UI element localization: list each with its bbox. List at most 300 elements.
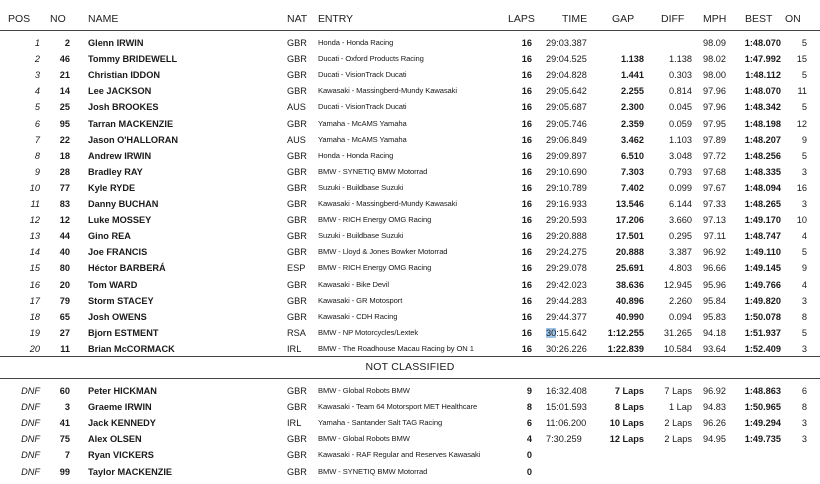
cell-on: 16: [796, 182, 807, 193]
header-divider: [0, 30, 820, 31]
cell-gap: 10 Laps: [609, 418, 644, 429]
cell-time: 29:09.897: [546, 150, 587, 161]
cell-laps: 16: [521, 86, 532, 97]
cell-name: Jack KENNEDY: [88, 418, 156, 429]
cell-no: 2: [64, 38, 70, 48]
cell-on: 5: [801, 327, 807, 338]
cell-nat: GBR: [287, 118, 307, 129]
cell-entry: BMW - Lloyd & Jones Bowker Motorrad: [318, 247, 448, 257]
cell-name: Alex OLSEN: [88, 434, 142, 445]
cell-name: Lee JACKSON: [88, 86, 152, 97]
cell-entry: BMW - Global Robots BMW: [318, 434, 410, 444]
table-row: [0, 464, 820, 480]
cell-name: Peter HICKMAN: [88, 386, 157, 396]
cell-name: Luke MOSSEY: [88, 215, 152, 226]
cell-no: 95: [59, 118, 70, 129]
cell-laps: 16: [521, 263, 532, 274]
cell-time: 29:05.642: [546, 86, 587, 97]
cell-on: 8: [801, 311, 807, 322]
cell-diff: 31.265: [663, 327, 692, 338]
cell-nat: GBR: [287, 247, 307, 258]
cell-no: 21: [59, 70, 70, 81]
cell-entry: Kawasaki - RAF Regular and Reserves Kawasaki: [318, 450, 481, 460]
cell-mph: 97.13: [703, 215, 726, 226]
cell-on: 5: [801, 150, 807, 161]
cell-entry: Ducati - VisionTrack Ducati: [318, 102, 407, 112]
cell-diff: 3.048: [669, 150, 692, 161]
cell-gap: 1:22.839: [607, 343, 644, 354]
cell-no: 27: [59, 327, 70, 338]
table-row: [0, 277, 820, 293]
header-on: ON: [785, 13, 801, 25]
cell-name: Joe FRANCIS: [88, 247, 148, 258]
cell-mph: 94.18: [703, 327, 726, 338]
cell-mph: 95.84: [703, 295, 726, 306]
cell-diff: 1.138: [669, 54, 692, 65]
time-highlight: 30: [546, 327, 557, 338]
cell-pos: DNF: [21, 466, 40, 477]
cell-best: 1:49.735: [744, 434, 781, 445]
table-row: [0, 196, 820, 212]
header-pos: POS: [8, 13, 31, 25]
cell-time: [546, 464, 596, 480]
cell-name: Josh OWENS: [88, 311, 147, 322]
cell-no: 25: [59, 102, 70, 113]
cell-best: 1:48.747: [744, 231, 781, 242]
cell-diff: 12.945: [663, 279, 692, 290]
cell-laps: 16: [521, 134, 532, 145]
cell-best: 1:50.965: [744, 402, 781, 413]
cell-mph: 96.92: [703, 386, 726, 396]
cell-name: Storm STACEY: [88, 295, 154, 306]
cell-gap: 7.402: [621, 182, 644, 193]
cell-no: 12: [59, 215, 70, 226]
cell-pos: 4: [34, 86, 40, 97]
cell-on: 3: [801, 418, 807, 429]
cell-gap: 17.206: [615, 215, 644, 226]
cell-nat: AUS: [287, 102, 306, 113]
cell-name: Tommy BRIDEWELL: [88, 54, 178, 65]
cell-mph: 97.67: [703, 182, 726, 193]
cell-entry: Honda - Honda Racing: [318, 38, 394, 47]
cell-pos: 12: [29, 215, 40, 226]
cell-laps: 8: [526, 402, 532, 413]
cell-diff: [650, 35, 692, 51]
cell-pos: 13: [29, 231, 40, 242]
cell-nat: GBR: [287, 38, 307, 48]
cell-laps: 0: [526, 466, 532, 477]
cell-diff: 0.295: [669, 231, 692, 242]
cell-on: 5: [801, 102, 807, 113]
cell-gap: 20.888: [615, 247, 644, 258]
cell-diff: [650, 447, 692, 463]
table-row: [0, 148, 820, 164]
cell-on: 9: [801, 134, 807, 145]
cell-mph: 94.95: [703, 434, 726, 445]
cell-time: [546, 447, 596, 463]
cell-best: 1:48.207: [744, 134, 781, 145]
table-row: [0, 415, 820, 431]
cell-nat: GBR: [287, 199, 307, 209]
header-name: NAME: [88, 13, 119, 25]
table-row: [0, 309, 820, 325]
cell-diff: 0.099: [669, 182, 692, 193]
cell-no: 7: [64, 450, 70, 461]
cell-pos: DNF: [21, 450, 40, 461]
cell-mph: 95.83: [703, 311, 726, 322]
cell-nat: GBR: [287, 231, 307, 242]
cell-on: 11: [797, 86, 807, 97]
cell-best: 1:49.766: [744, 279, 781, 290]
cell-diff: 2.260: [669, 295, 692, 306]
cell-diff: 3.387: [669, 247, 692, 258]
cell-on: 12: [796, 118, 807, 129]
table-row: [0, 180, 820, 196]
cell-gap: 7 Laps: [614, 386, 644, 396]
cell-laps: 16: [521, 231, 532, 242]
cell-on: 5: [801, 38, 807, 48]
cell-diff: 4.803: [669, 263, 692, 274]
cell-mph: 93.64: [703, 343, 726, 354]
cell-laps: 16: [521, 199, 532, 209]
table-row: [0, 431, 820, 447]
cell-name: Taylor MACKENZIE: [88, 466, 173, 477]
cell-mph: 94.83: [703, 402, 726, 413]
cell-entry: Yamaha - McAMS Yamaha: [318, 134, 407, 144]
cell-time: 29:10.789: [546, 182, 587, 193]
cell-pos: 8: [34, 150, 40, 161]
cell-best: 1:47.992: [744, 54, 781, 65]
cell-mph: 95.96: [703, 279, 726, 290]
cell-mph: 98.02: [703, 54, 726, 65]
cell-mph: 96.66: [703, 263, 726, 274]
cell-name: Tom WARD: [88, 279, 138, 290]
cell-best: 1:48.335: [744, 166, 781, 177]
cell-no: 80: [59, 263, 70, 274]
cell-time: 11:06.200: [546, 418, 587, 429]
cell-entry: Honda - Honda Racing: [318, 150, 394, 160]
cell-pos: DNF: [21, 386, 40, 396]
cell-laps: 16: [521, 311, 532, 322]
header-mph: MPH: [703, 13, 727, 25]
cell-no: 83: [59, 199, 70, 209]
cell-pos: 1: [34, 38, 40, 48]
cell-nat: GBR: [287, 166, 307, 177]
cell-entry: BMW - The Roadhouse Macau Racing by ON 1: [318, 343, 474, 353]
cell-laps: 4: [526, 434, 532, 445]
cell-gap: 13.546: [615, 199, 644, 209]
cell-time: 30:26.226: [546, 343, 587, 354]
cell-on: [787, 464, 807, 480]
cell-pos: DNF: [21, 434, 40, 445]
cell-entry: Suzuki - Buildbase Suzuki: [318, 182, 404, 192]
cell-gap: 2.255: [621, 86, 644, 97]
cell-diff: 6.144: [669, 199, 692, 209]
cell-mph: 96.92: [703, 247, 726, 258]
cell-name: Tarran MACKENZIE: [88, 118, 174, 129]
cell-entry: BMW - RICH Energy OMG Racing: [318, 215, 432, 225]
cell-on: 4: [801, 231, 807, 242]
cell-gap: [598, 464, 644, 480]
header-nat: NAT: [287, 13, 308, 25]
cell-no: 18: [59, 150, 70, 161]
table-row: [0, 341, 820, 357]
cell-gap: 40.896: [615, 295, 644, 306]
cell-laps: 6: [526, 418, 532, 429]
cell-time: 29:04.525: [546, 54, 587, 65]
table-row: [0, 83, 820, 99]
cell-time: 29:06.849: [546, 134, 587, 145]
cell-entry: Kawasaki - CDH Racing: [318, 311, 398, 321]
cell-pos: DNF: [21, 418, 40, 429]
cell-no: 60: [59, 386, 70, 396]
cell-time: 15:01.593: [546, 402, 587, 413]
cell-laps: 16: [521, 279, 532, 290]
cell-entry: Yamaha - McAMS Yamaha: [318, 118, 407, 128]
cell-name: Ryan VICKERS: [88, 450, 154, 461]
cell-time: 29:20.888: [546, 231, 587, 242]
cell-on: 5: [801, 247, 807, 258]
table-row: [0, 116, 820, 132]
cell-mph: 96.26: [703, 418, 726, 429]
table-row: [0, 132, 820, 148]
cell-diff: [650, 464, 692, 480]
cell-no: 75: [59, 434, 70, 445]
cell-laps: 16: [521, 327, 532, 338]
cell-entry: Kawasaki - Massingberd-Mundy Kawasaki: [318, 86, 457, 96]
cell-time: 29:05.687: [546, 102, 587, 113]
cell-nat: GBR: [287, 466, 307, 477]
cell-gap: 17.501: [615, 231, 644, 242]
cell-gap: 7.303: [621, 166, 644, 177]
cell-pos: 18: [29, 311, 40, 322]
cell-gap: 1.138: [621, 54, 644, 65]
cell-gap: 8 Laps: [614, 402, 644, 413]
cell-laps: 16: [521, 166, 532, 177]
cell-mph: 97.95: [703, 118, 726, 129]
cell-diff: 10.584: [663, 343, 692, 354]
cell-laps: 16: [521, 38, 532, 48]
cell-pos: 6: [34, 118, 40, 129]
cell-gap: 40.990: [615, 311, 644, 322]
cell-best: 1:49.170: [744, 215, 781, 226]
cell-diff: 0.045: [669, 102, 692, 113]
header-diff: DIFF: [661, 13, 685, 25]
cell-time: 29:03.387: [546, 38, 587, 48]
cell-time: 29:20.593: [546, 215, 587, 226]
cell-entry: BMW - SYNETIQ BMW Motorrad: [318, 466, 428, 476]
cell-pos: 16: [29, 279, 40, 290]
cell-diff: 2 Laps: [664, 418, 692, 429]
cell-nat: GBR: [287, 386, 307, 396]
cell-on: 10: [796, 215, 807, 226]
cell-on: 3: [801, 343, 807, 354]
cell-diff: 0.303: [669, 70, 692, 81]
cell-best: 1:48.112: [745, 70, 781, 81]
cell-on: 3: [801, 199, 807, 209]
cell-nat: ESP: [287, 263, 306, 274]
cell-mph: 98.00: [703, 70, 726, 81]
cell-name: Glenn IRWIN: [88, 38, 144, 48]
cell-laps: 16: [521, 102, 532, 113]
cell-best: 1:49.145: [744, 263, 781, 274]
table-row: [0, 325, 820, 341]
table-row: [0, 447, 820, 463]
cell-pos: DNF: [21, 402, 40, 413]
cell-laps: 9: [526, 386, 532, 396]
cell-no: 99: [59, 466, 70, 477]
cell-diff: 1.103: [669, 134, 692, 145]
cell-on: 15: [796, 54, 807, 65]
cell-best: 1:49.110: [745, 247, 781, 258]
table-row: [0, 35, 820, 51]
cell-best: 1:48.198: [744, 118, 781, 129]
cell-gap: 6.510: [621, 150, 644, 161]
cell-time: 29:05.746: [546, 118, 587, 129]
cell-gap: 38.636: [615, 279, 644, 290]
cell-name: Josh BROOKES: [88, 102, 159, 113]
cell-no: 20: [59, 279, 70, 290]
cell-entry: Ducati - Oxford Products Racing: [318, 54, 424, 64]
cell-pos: 11: [30, 199, 40, 209]
cell-diff: 3.660: [669, 215, 692, 226]
cell-diff: 0.059: [669, 118, 692, 129]
cell-gap: 1:12.255: [607, 327, 644, 338]
cell-on: 5: [801, 70, 807, 81]
cell-best: 1:49.820: [744, 295, 781, 306]
cell-laps: 16: [521, 215, 532, 226]
cell-time: 29:44.283: [546, 295, 587, 306]
cell-no: 79: [59, 295, 70, 306]
cell-on: 6: [801, 386, 807, 396]
cell-pos: 9: [34, 166, 40, 177]
cell-nat: GBR: [287, 434, 307, 445]
cell-nat: GBR: [287, 70, 307, 81]
cell-entry: BMW - RICH Energy OMG Racing: [318, 263, 432, 273]
cell-best: [731, 464, 781, 480]
table-row: [0, 228, 820, 244]
table-row: [0, 212, 820, 228]
cell-no: 77: [59, 182, 70, 193]
cell-time: 29:44.377: [546, 311, 587, 322]
table-row: [0, 164, 820, 180]
cell-mph: 97.72: [703, 150, 726, 161]
cell-pos: 20: [29, 343, 40, 354]
cell-gap: [598, 35, 644, 51]
header-best: BEST: [745, 13, 773, 25]
cell-nat: GBR: [287, 182, 307, 193]
table-row: [0, 51, 820, 67]
table-row: [0, 399, 820, 415]
cell-entry: Kawasaki - Team 64 Motorsport MET Healthcare: [318, 402, 478, 412]
cell-nat: IRL: [287, 343, 302, 354]
cell-nat: IRL: [287, 418, 302, 429]
cell-pos: 15: [29, 263, 40, 274]
cell-nat: AUS: [287, 134, 306, 145]
cell-name: Héctor BARBERÁ: [88, 263, 166, 274]
cell-no: 44: [59, 231, 70, 242]
cell-laps: 16: [521, 343, 532, 354]
cell-entry: Kawasaki - Massingberd-Mundy Kawasaki: [318, 199, 457, 208]
cell-best: 1:51.937: [744, 327, 781, 338]
cell-gap: 1.441: [621, 70, 644, 81]
cell-mph: 97.68: [703, 166, 726, 177]
header-row: [0, 11, 820, 27]
cell-mph: 97.11: [703, 231, 726, 242]
cell-no: 3: [64, 402, 70, 413]
cell-name: Gino REA: [88, 231, 131, 242]
cell-diff: 0.094: [669, 311, 692, 322]
cell-laps: 16: [521, 54, 532, 65]
header-time: TIME: [562, 13, 588, 25]
cell-pos: 10: [29, 182, 40, 193]
cell-pos: 19: [29, 327, 40, 338]
cell-name: Danny BUCHAN: [88, 199, 159, 209]
cell-no: 40: [59, 247, 70, 258]
cell-pos: 5: [34, 102, 40, 113]
cell-best: 1:48.342: [744, 102, 781, 113]
cell-nat: GBR: [287, 450, 307, 461]
cell-time: 29:04.828: [546, 70, 587, 81]
cell-nat: GBR: [287, 402, 307, 413]
cell-laps: 16: [521, 247, 532, 258]
cell-nat: GBR: [287, 295, 307, 306]
cell-gap: [598, 447, 644, 463]
cell-mph: 97.96: [703, 86, 726, 97]
cell-gap: 3.462: [621, 134, 644, 145]
cell-on: 9: [801, 263, 807, 274]
cell-diff: 1 Lap: [669, 402, 692, 413]
cell-time: 29:29.078: [546, 263, 587, 274]
cell-name: Graeme IRWIN: [88, 402, 152, 413]
cell-no: 46: [59, 54, 70, 65]
cell-best: 1:48.070: [744, 38, 781, 48]
cell-time: 16:32.408: [546, 386, 587, 396]
table-row: [0, 99, 820, 115]
cell-time: 7:30.259: [546, 434, 582, 445]
cell-gap: 2.359: [621, 118, 644, 129]
cell-best: 1:49.294: [744, 418, 781, 429]
cell-laps: 0: [526, 450, 532, 461]
cell-diff: 2 Laps: [664, 434, 692, 445]
cell-on: [787, 447, 807, 463]
cell-diff: 7 Laps: [664, 386, 692, 396]
cell-no: 14: [59, 86, 70, 97]
cell-on: 3: [801, 295, 807, 306]
cell-entry: BMW - NP Motorcycles/Lextek: [318, 327, 419, 337]
cell-best: 1:52.409: [744, 343, 781, 354]
cell-best: 1:48.094: [744, 182, 781, 193]
cell-no: 11: [60, 343, 70, 354]
cell-nat: GBR: [287, 311, 307, 322]
section-divider-bottom: [0, 378, 820, 379]
cell-pos: 2: [34, 54, 40, 65]
cell-laps: 16: [521, 295, 532, 306]
cell-laps: 16: [521, 118, 532, 129]
cell-time: 29:16.933: [546, 199, 587, 209]
time-rest: :15.642: [556, 327, 587, 338]
cell-name: Christian IDDON: [88, 70, 160, 81]
cell-gap: 12 Laps: [609, 434, 644, 445]
cell-diff: 0.814: [669, 86, 692, 97]
table-row: [0, 383, 820, 399]
cell-time: 29:42.023: [546, 279, 587, 290]
cell-nat: GBR: [287, 86, 307, 97]
cell-nat: GBR: [287, 54, 307, 65]
header-entry: ENTRY: [318, 13, 353, 25]
cell-no: 22: [59, 134, 70, 145]
cell-on: 8: [801, 402, 807, 413]
